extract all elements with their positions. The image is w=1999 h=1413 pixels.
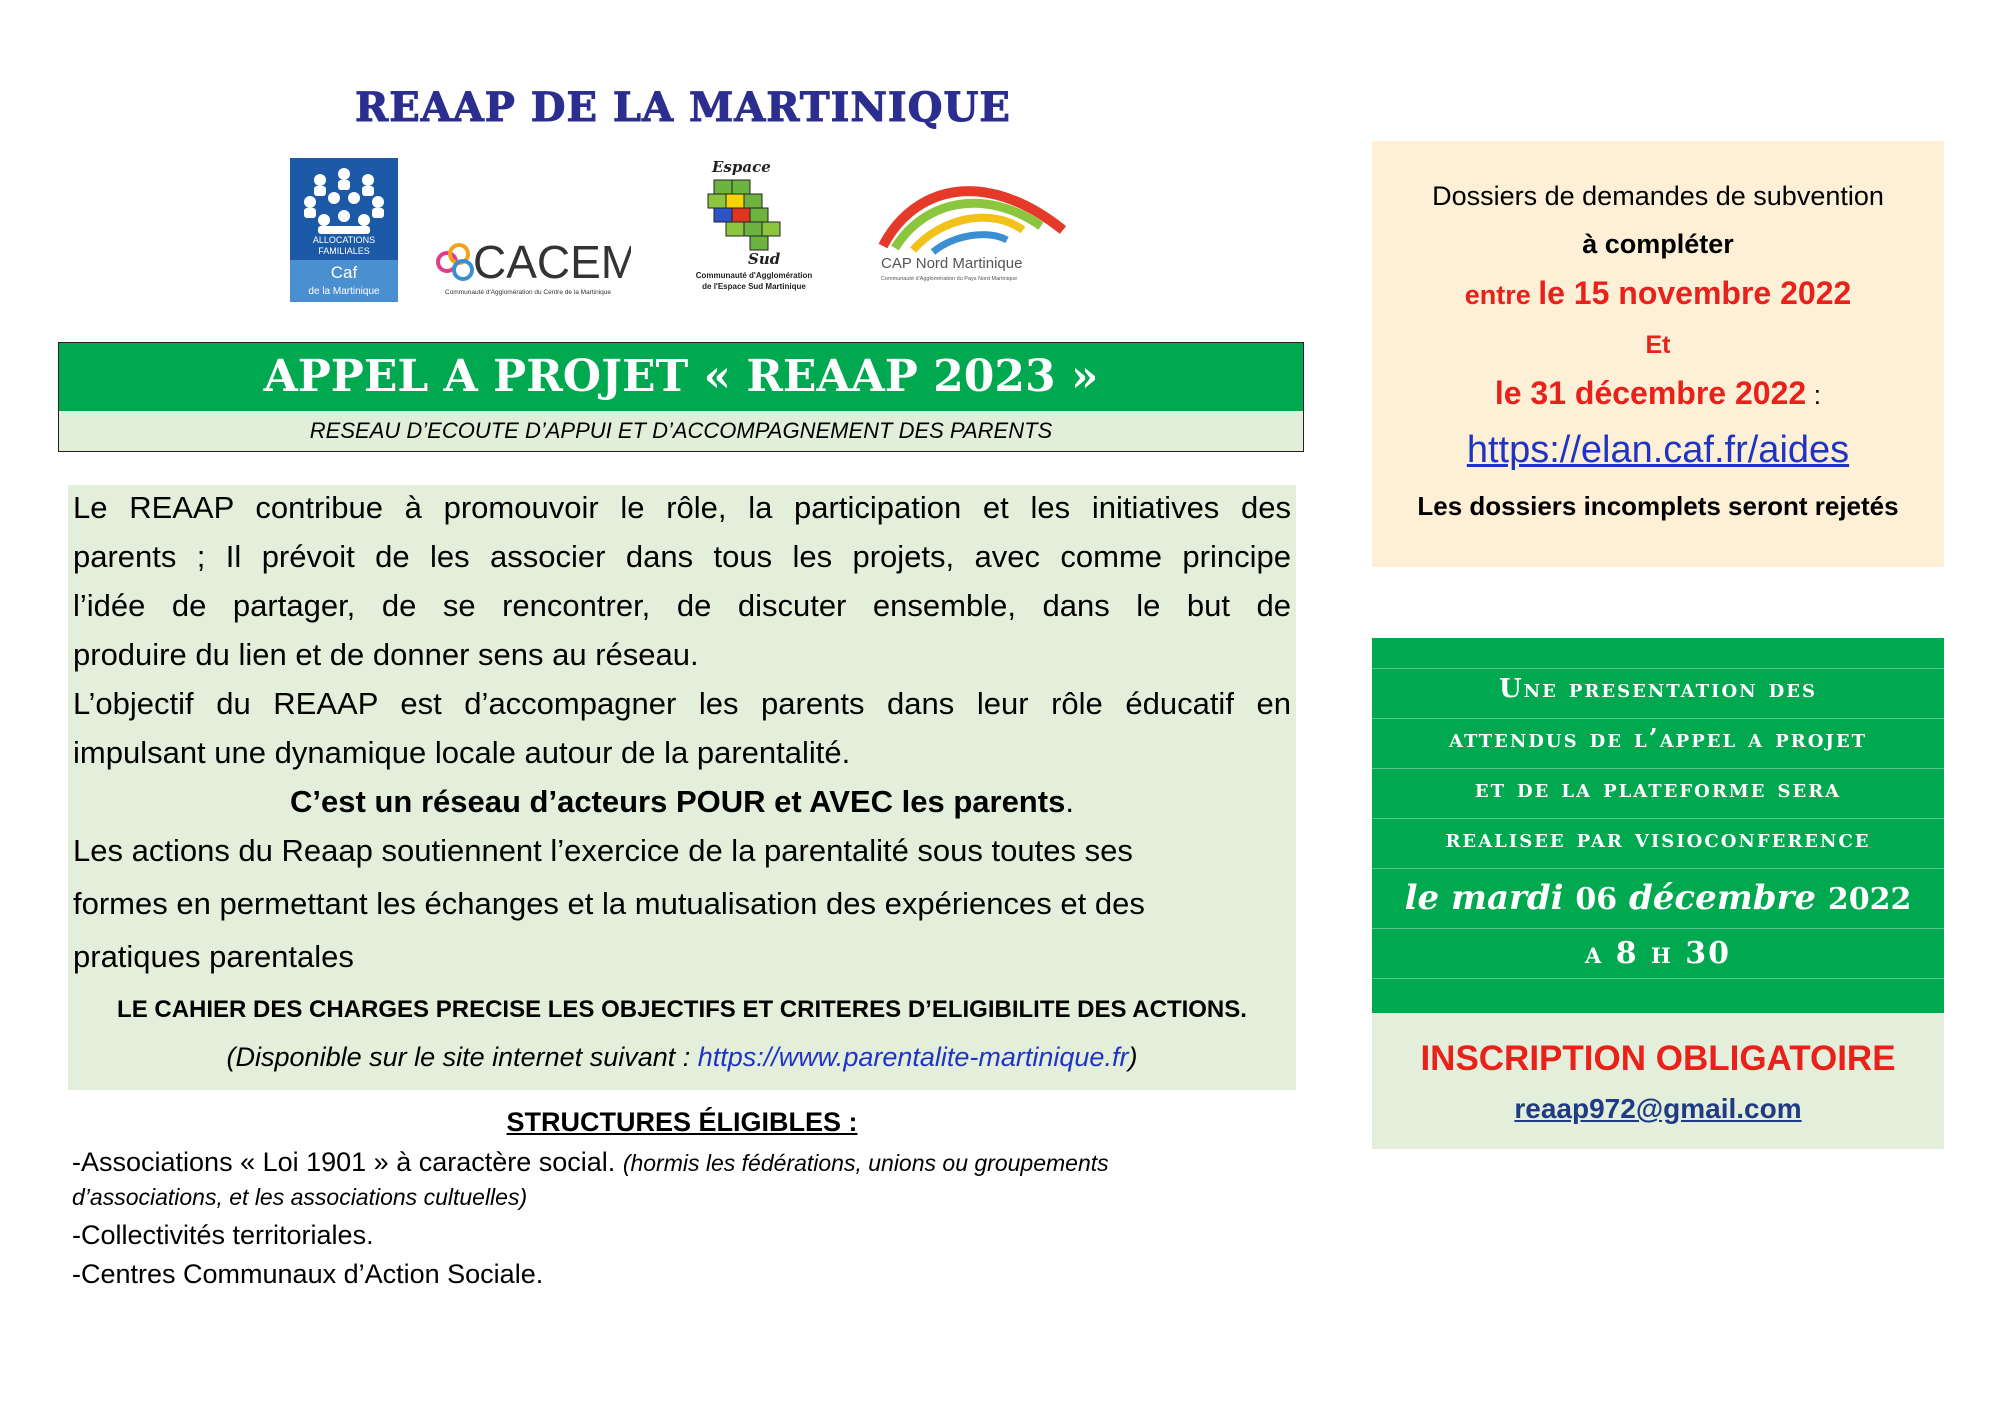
desc-bold-end: . xyxy=(1065,784,1074,819)
subvention-line: à compléter xyxy=(1582,229,1734,259)
date-part: 06 xyxy=(1575,882,1618,917)
description-block xyxy=(68,485,1296,1090)
structure-note-cont: d’associations, et les associations cultuelles) xyxy=(72,1184,528,1210)
caf-logo xyxy=(290,158,398,302)
desc-bold-line xyxy=(73,782,1291,822)
cap-name: CAP Nord Martinique xyxy=(881,255,1023,272)
parentalite-link[interactable]: https://www.parentalite-martinique.fr xyxy=(697,1042,1129,1072)
presentation-panel xyxy=(1372,638,1944,1013)
cacem-name: CACEM xyxy=(473,236,631,288)
date-part: 2022 xyxy=(1827,882,1912,917)
caf-line2: FAMILIALES xyxy=(318,246,370,256)
desc-line: produire du lien et de donner sens au réseau. xyxy=(73,637,699,672)
cap-tagline: Communauté d'Agglomération du Pays Nord Martinique xyxy=(881,276,1018,282)
sud-bottom: Sud xyxy=(748,250,781,268)
presentation-time: a 8 h 30 xyxy=(1584,936,1732,971)
caf-line1: ALLOCATIONS xyxy=(312,235,376,245)
sud-line1: Communauté d'Agglomération xyxy=(695,271,813,280)
inscription-title: INSCRIPTION OBLIGATOIRE xyxy=(1420,1039,1896,1078)
desc-line: Les actions du Reaap soutiennent l’exercice de la parentalité sous toutes ses xyxy=(73,833,1133,868)
presentation-line: realisee par visioconference xyxy=(1445,824,1871,854)
dispo-prefix: (Disponible sur le site internet suivant : xyxy=(226,1042,698,1072)
inscription-email-link[interactable]: reaap972@gmail.com xyxy=(1514,1093,1802,1124)
subvention-date-start xyxy=(1372,275,1944,312)
subvention-date-end xyxy=(1372,375,1944,412)
inscription-panel xyxy=(1372,1013,1944,1149)
presentation-line: attendus de l’appel a projet xyxy=(1448,724,1868,754)
appel-subtitle: RESEAU D’ECOUTE D’APPUI ET D’ACCOMPAGNEMENT DES PARENTS xyxy=(59,411,1303,451)
subvention-colon: : xyxy=(1806,380,1822,410)
structure-item: -Centres Communaux d’Action Sociale. xyxy=(72,1259,544,1289)
presentation-line: Une presentation des xyxy=(1498,674,1817,704)
caf-line3: Caf xyxy=(330,263,358,282)
structure-item-text: -Associations « Loi 1901 » à caractère social. xyxy=(72,1147,616,1177)
cacem-logo xyxy=(433,232,631,300)
desc-line: l’idée de partager, de se rencontrer, de discuter ensemble, dans le but de xyxy=(73,588,1291,623)
dispo-suffix: ) xyxy=(1128,1042,1138,1072)
subvention-warning: Les dossiers incomplets seront rejetés xyxy=(1417,491,1899,521)
desc-line: pratiques parentales xyxy=(73,939,354,974)
desc-line: Le REAAP contribue à promouvoir le rôle, la participation et les initiatives des xyxy=(73,490,1291,525)
presentation-date xyxy=(1372,878,1944,918)
appel-projet-box xyxy=(58,342,1304,452)
caf-line4: de la Martinique xyxy=(308,286,380,297)
structure-item: -Collectivités territoriales. xyxy=(72,1220,374,1250)
elan-caf-link[interactable]: https://elan.caf.fr/aides xyxy=(1466,429,1850,471)
desc-line: formes en permettant les échanges et la mutualisation des expériences et des xyxy=(73,886,1145,921)
presentation-line: et de la plateforme sera xyxy=(1474,774,1842,804)
date-part: le mardi xyxy=(1404,878,1564,918)
subvention-end: le 31 décembre 2022 xyxy=(1494,375,1807,411)
desc-line: L’objectif du REAAP est d’accompagner les parents dans leur rôle éducatif en xyxy=(73,686,1291,721)
structure-item xyxy=(72,1147,1109,1178)
subvention-line: Et xyxy=(1645,331,1671,359)
appel-title: APPEL A PROJET « REAAP 2023 » xyxy=(59,343,1303,411)
sud-line2: de l'Espace Sud Martinique xyxy=(702,282,806,291)
sud-top: Espace xyxy=(712,158,771,176)
structures-title: STRUCTURES ÉLIGIBLES : xyxy=(506,1107,858,1137)
page-title: REAAP DE LA MARTINIQUE xyxy=(355,84,1011,131)
subvention-panel xyxy=(1372,141,1944,567)
subvention-prefix: entre xyxy=(1464,280,1539,310)
desc-bold-text: C’est un réseau d’acteurs POUR et AVEC les parents xyxy=(290,784,1066,819)
cahier-charges-line: LE CAHIER DES CHARGES PRECISE LES OBJECTIFS ET CRITERES D’ELIGIBILITE DES ACTIONS. xyxy=(117,996,1247,1023)
date-part: décembre xyxy=(1629,878,1817,918)
dispo-line xyxy=(73,1037,1291,1077)
cacem-tagline: Communauté d'Agglomération du Centre de la Martinique xyxy=(445,289,612,296)
espace-sud-logo xyxy=(670,152,838,294)
cap-nord-logo xyxy=(873,168,1071,288)
structure-note: (hormis les fédérations, unions ou groupements xyxy=(622,1150,1109,1176)
desc-line: impulsant une dynamique locale autour de la parentalité. xyxy=(73,735,851,770)
subvention-line: Dossiers de demandes de subvention xyxy=(1432,181,1884,211)
desc-line: parents ; Il prévoit de les associer dans tous les projets, avec comme principe xyxy=(73,539,1291,574)
subvention-start: le 15 novembre 2022 xyxy=(1538,275,1852,311)
